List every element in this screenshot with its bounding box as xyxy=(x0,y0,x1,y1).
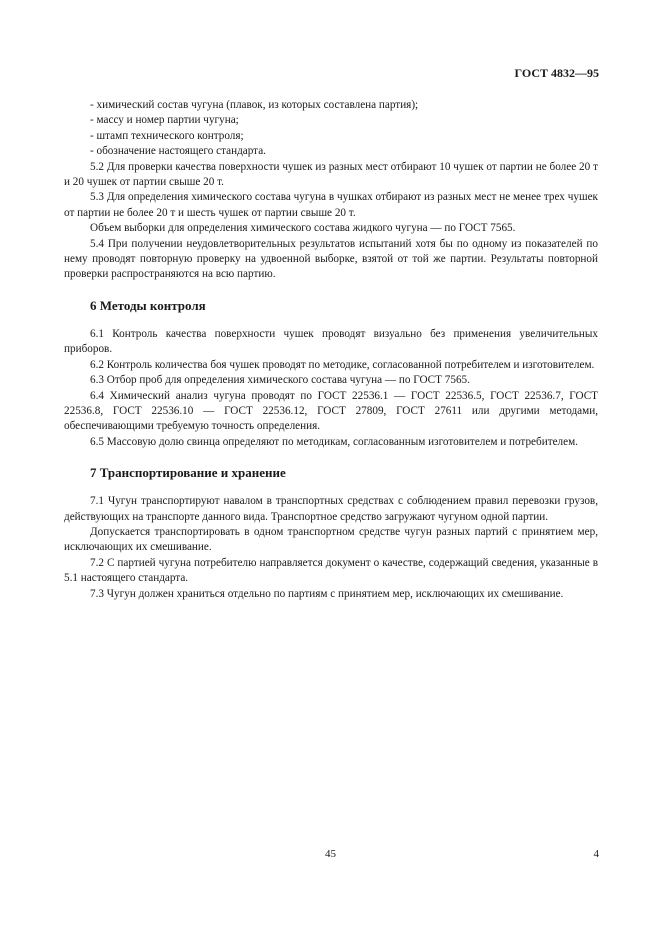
page-number-center: 45 xyxy=(325,848,336,860)
list-item: - массу и номер партии чугуна; xyxy=(90,114,239,127)
paragraph-6-3: 6.3 Отбор проб для определения химического состава чугуна — по ГОСТ 7565. xyxy=(90,374,470,387)
paragraph-7-3: 7.3 Чугун должен храниться отдельно по партиям с принятием мер, исключающих их смешивание. xyxy=(90,587,564,600)
paragraph-6-5: 6.5 Массовую долю свинца определяют по методикам, согласованным изготовителем и потребителем. xyxy=(90,435,578,448)
page-content xyxy=(64,98,598,602)
page-number-right: 4 xyxy=(593,848,599,860)
paragraph-6-4: 6.4 Химический анализ чугуна проводят по ГОСТ 22536.1 — ГОСТ 22536.5, ГОСТ 22536.7, ГОСТ 22536.8, ГОСТ 22536.10 — ГОСТ 22536.12, ГОСТ 27809, ГОСТ 27611 или другими методами, обеспечивающими требуемую точность определения. xyxy=(64,389,598,433)
paragraph-7-1-mixing: Допускается транспортировать в одном транспортном средстве чугун разных партий с принятием мер, исключающих их смешивание. xyxy=(64,525,598,554)
list-item: - штамп технического контроля; xyxy=(90,129,244,142)
list-item: - обозначение настоящего стандарта. xyxy=(90,145,266,158)
paragraph-7-2: 7.2 С партией чугуна потребителю направляется документ о качестве, содержащий сведения, указанные в 5.1 настоящего стандарта. xyxy=(64,556,598,585)
list-item: - химический состав чугуна (плавок, из которых составлена партия); xyxy=(90,99,419,111)
paragraph-6-1: 6.1 Контроль качества поверхности чушек проводят визуально без применения увеличительных приборов. xyxy=(64,327,598,356)
section-heading-7: 7 Транспортирование и хранение xyxy=(90,465,286,481)
paragraph-5-3-sample: Объем выборки для определения химического состава жидкого чугуна — по ГОСТ 7565. xyxy=(90,222,516,235)
paragraph-5-2: 5.2 Для проверки качества поверхности чушек из разных мест отбирают 10 чушек от партии не более 20 т и 20 чушек от партии свыше 20 т. xyxy=(64,160,598,189)
paragraph-7-1: 7.1 Чугун транспортируют навалом в транспортных средствах с соблюдением правил перевозки грузов, действующих на транспорте данного вида. Транспортное средство загружают чугуном одной партии. xyxy=(64,495,598,523)
paragraph-5-3: 5.3 Для определения химического состава чугуна в чушках отбирают из разных мест не менее трех чушек от партии не более 20 т и шесть чушек от партии свыше 20 т. xyxy=(64,191,598,219)
document-id: ГОСТ 4832—95 xyxy=(514,66,599,80)
paragraph-6-2: 6.2 Контроль количества боя чушек проводят по методике, согласованной потребителем и изготовителем. xyxy=(90,358,595,371)
section-heading-6: 6 Методы контроля xyxy=(90,297,206,313)
paragraph-5-4: 5.4 При получении неудовлетворительных результатов испытаний хотя бы по одному из показателей по нему проводят повторную проверку на удвоенной выборке, взятой от той же партии. Результаты повторной проверки распространяются на всю партию. xyxy=(64,237,598,281)
